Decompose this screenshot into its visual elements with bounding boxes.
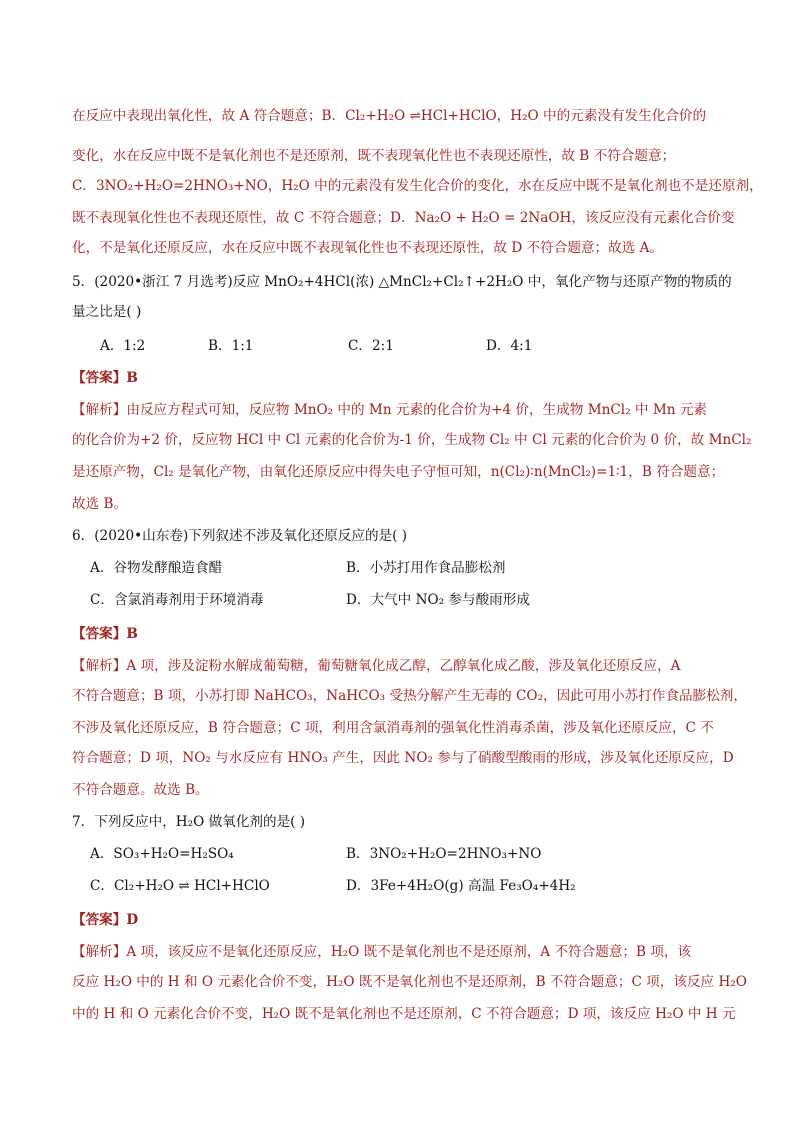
text-line: 是还原产物，Cl₂ 是氧化产物，由氧化还原反应中得失电子守恒可知，n(Cl₂)∶n(MnCl₂)=1∶1，B 符合题意； bbox=[72, 464, 725, 480]
text-line: 7．下列反应中，H₂O 做氧化剂的是( ) bbox=[72, 814, 306, 830]
text-line: 【解析】A 项，涉及淀粉水解成葡萄糖，葡萄糖氧化成乙醇，乙醇氧化成乙酸，涉及氧化还原反应，A bbox=[72, 658, 681, 674]
text-line: 变化，水在反应中既不是氧化剂也不是还原剂，既不表现氧化性也不表现还原性，故 B 不符合题意； bbox=[72, 148, 676, 164]
text-line: C．3NO₂+H₂O=2HNO₃+NO，H₂O 中的元素没有发生化合价的变化，水在反应中既不是氧化剂也不是还原剂， bbox=[72, 178, 763, 194]
option-item: B．1:1 bbox=[208, 338, 254, 354]
option-item: D．4:1 bbox=[486, 338, 533, 354]
text-line: 在反应中表现出氧化性，故 A 符合题意；B．Cl₂+H₂O ⇌HCl+HClO，H₂O 中的元素没有发生化合价的 bbox=[72, 108, 707, 124]
text-line: 既不表现氧化性也不表现还原性，故 C 不符合题意；D．Na₂O + H₂O = 2NaOH，该反应没有元素化合价变 bbox=[72, 210, 735, 226]
option-item: C．Cl₂+H₂O ⇌ HCl+HClO bbox=[90, 878, 270, 894]
text-line: 不涉及氧化还原反应，B 符合题意；C 项，利用含氯消毒剂的强氧化性消毒杀菌，涉及氧化还原反应，C 不 bbox=[72, 720, 714, 736]
option-item: A．1:2 bbox=[100, 338, 146, 354]
option-item: B．小苏打用作食品膨松剂 bbox=[346, 560, 506, 576]
option-item: B．3NO₂+H₂O=2HNO₃+NO bbox=[346, 846, 542, 862]
text-line: 反应 H₂O 中的 H 和 O 元素化合价不变，H₂O 既不是氧化剂也不是还原剂，B 不符合题意；C 项，该反应 H₂O bbox=[72, 974, 747, 990]
option-item: D．3Fe+4H₂O(g) 高温 Fe₃O₄+4H₂ bbox=[346, 878, 576, 894]
option-item: D．大气中 NO₂ 参与酸雨形成 bbox=[346, 592, 530, 608]
text-line: 符合题意；D 项，NO₂ 与水反应有 HNO₃ 产生，因此 NO₂ 参与了硝酸型酸雨的形成，涉及氧化还原反应，D bbox=[72, 750, 734, 766]
text-line: 量之比是( ) bbox=[72, 304, 142, 320]
text-line: 化，不是氧化还原反应，水在反应中既不表现氧化性也不表现还原性，故 D 不符合题意；故选 A。 bbox=[72, 240, 664, 256]
option-item: C．2:1 bbox=[348, 338, 394, 354]
option-item: A．SO₃+H₂O=H₂SO₄ bbox=[90, 846, 234, 862]
text-line: 故选 B。 bbox=[72, 496, 128, 512]
text-line: 不符合题意。故选 B。 bbox=[72, 782, 209, 798]
answer-line: 【答案】D bbox=[72, 912, 139, 928]
text-line: 【解析】A 项，该反应不是氧化还原反应，H₂O 既不是氧化剂也不是还原剂，A 不符合题意；B 项，该 bbox=[72, 944, 692, 960]
text-line: 不符合题意；B 项，小苏打即 NaHCO₃，NaHCO₃ 受热分解产生无毒的 CO₂，因此可用小苏打作食品膨松剂， bbox=[72, 688, 747, 704]
text-line: 5．(2020•浙江 7 月选考)反应 MnO₂+4HCl(浓) △MnCl₂+Cl₂↑+2H₂O 中，氧化产物与还原产物的物质的 bbox=[72, 274, 732, 290]
text-line: 【解析】由反应方程式可知，反应物 MnO₂ 中的 Mn 元素的化合价为+4 价，生成物 MnCl₂ 中 Mn 元素 bbox=[72, 402, 708, 418]
option-item: C．含氯消毒剂用于环境消毒 bbox=[90, 592, 264, 608]
text-line: 的化合价为+2 价，反应物 HCl 中 Cl 元素的化合价为-1 价，生成物 Cl₂ 中 Cl 元素的化合价为 0 价，故 MnCl₂ bbox=[72, 432, 752, 448]
answer-line: 【答案】B bbox=[72, 626, 138, 642]
answer-line: 【答案】B bbox=[72, 370, 138, 386]
option-item: A．谷物发酵酿造食醋 bbox=[90, 560, 223, 576]
text-line: 6．(2020•山东卷)下列叙述不涉及氧化还原反应的是( ) bbox=[72, 528, 408, 544]
text-line: 中的 H 和 O 元素化合价不变，H₂O 既不是氧化剂也不是还原剂，C 不符合题意；D 项，该反应 H₂O 中 H 元 bbox=[72, 1006, 736, 1022]
